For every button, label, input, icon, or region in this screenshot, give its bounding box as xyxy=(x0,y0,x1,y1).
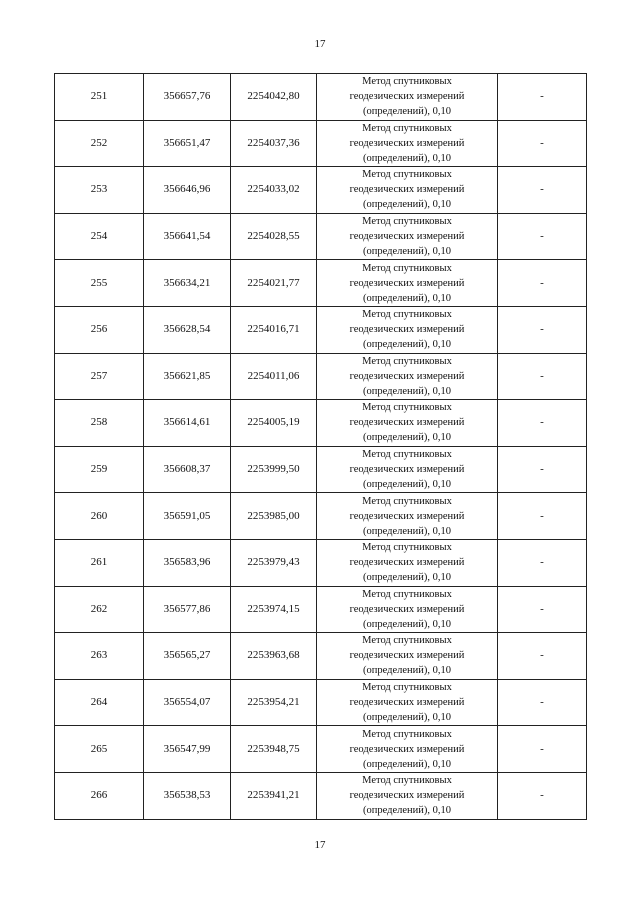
point-number-cell: 251 xyxy=(55,74,144,121)
x-coordinate-cell: 356634,21 xyxy=(144,260,231,307)
table-row xyxy=(55,213,587,260)
x-coordinate-cell: 356651,47 xyxy=(144,120,231,167)
method-cell xyxy=(317,400,498,447)
method-line: Метод спутниковых xyxy=(362,76,452,88)
accuracy-dash-cell: - xyxy=(498,633,587,680)
method-line: (определений), 0,10 xyxy=(362,339,452,351)
y-coordinate-cell: 2253985,00 xyxy=(231,493,317,540)
method-line: Метод спутниковых xyxy=(362,682,452,694)
method-line: Метод спутниковых xyxy=(362,635,452,647)
method-cell xyxy=(317,446,498,493)
point-number-cell: 258 xyxy=(55,400,144,447)
method-line: геодезических измерений xyxy=(349,231,465,243)
method-cell xyxy=(317,353,498,400)
method-line: (определений), 0,10 xyxy=(362,479,452,491)
point-number-cell: 255 xyxy=(55,260,144,307)
x-coordinate-cell: 356608,37 xyxy=(144,446,231,493)
point-number-cell: 265 xyxy=(55,726,144,773)
method-line: (определений), 0,10 xyxy=(362,106,452,118)
method-line: геодезических измерений xyxy=(349,184,465,196)
method-line: геодезических измерений xyxy=(349,603,465,615)
y-coordinate-cell: 2254028,55 xyxy=(231,213,317,260)
x-coordinate-cell: 356583,96 xyxy=(144,539,231,586)
method-line: геодезических измерений xyxy=(349,91,465,103)
method-line: геодезических измерений xyxy=(349,277,465,289)
point-number-cell: 254 xyxy=(55,213,144,260)
y-coordinate-cell: 2253941,21 xyxy=(231,772,317,819)
method-line: (определений), 0,10 xyxy=(362,385,452,397)
y-coordinate-cell: 2254016,71 xyxy=(231,306,317,353)
method-cell xyxy=(317,586,498,633)
method-line: (определений), 0,10 xyxy=(362,618,452,630)
accuracy-dash-cell: - xyxy=(498,539,587,586)
method-line: (определений), 0,10 xyxy=(362,292,452,304)
method-line: Метод спутниковых xyxy=(362,495,452,507)
method-line: (определений), 0,10 xyxy=(362,665,452,677)
accuracy-dash-cell: - xyxy=(498,306,587,353)
method-line: геодезических измерений xyxy=(349,697,465,709)
accuracy-dash-cell: - xyxy=(498,772,587,819)
accuracy-dash-cell: - xyxy=(498,726,587,773)
page-number-bottom: 17 xyxy=(314,839,326,851)
table-row xyxy=(55,633,587,680)
table-row xyxy=(55,167,587,214)
x-coordinate-cell: 356657,76 xyxy=(144,74,231,121)
method-line: Метод спутниковых xyxy=(362,309,452,321)
y-coordinate-cell: 2253979,43 xyxy=(231,539,317,586)
method-line: геодезических измерений xyxy=(349,370,465,382)
method-cell xyxy=(317,260,498,307)
accuracy-dash-cell: - xyxy=(498,353,587,400)
method-cell xyxy=(317,306,498,353)
method-line: Метод спутниковых xyxy=(362,355,452,367)
method-line: Метод спутниковых xyxy=(362,169,452,181)
point-number-cell: 259 xyxy=(55,446,144,493)
point-number-cell: 262 xyxy=(55,586,144,633)
x-coordinate-cell: 356577,86 xyxy=(144,586,231,633)
method-line: геодезических измерений xyxy=(349,743,465,755)
accuracy-dash-cell: - xyxy=(498,260,587,307)
table-row xyxy=(55,353,587,400)
method-line: (определений), 0,10 xyxy=(362,805,452,817)
table-row xyxy=(55,120,587,167)
y-coordinate-cell: 2254011,06 xyxy=(231,353,317,400)
method-line: Метод спутниковых xyxy=(362,262,452,274)
point-number-cell: 261 xyxy=(55,539,144,586)
point-number-cell: 264 xyxy=(55,679,144,726)
method-line: (определений), 0,10 xyxy=(362,199,452,211)
method-line: Метод спутниковых xyxy=(362,216,452,228)
accuracy-dash-cell: - xyxy=(498,446,587,493)
point-number-cell: 257 xyxy=(55,353,144,400)
x-coordinate-cell: 356565,27 xyxy=(144,633,231,680)
method-line: (определений), 0,10 xyxy=(362,712,452,724)
table-row xyxy=(55,726,587,773)
y-coordinate-cell: 2253963,68 xyxy=(231,633,317,680)
x-coordinate-cell: 356547,99 xyxy=(144,726,231,773)
table-row xyxy=(55,679,587,726)
x-coordinate-cell: 356646,96 xyxy=(144,167,231,214)
method-line: геодезических измерений xyxy=(349,324,465,336)
y-coordinate-cell: 2254005,19 xyxy=(231,400,317,447)
x-coordinate-cell: 356554,07 xyxy=(144,679,231,726)
method-cell xyxy=(317,167,498,214)
method-line: Метод спутниковых xyxy=(362,449,452,461)
method-line: Метод спутниковых xyxy=(362,775,452,787)
point-number-cell: 252 xyxy=(55,120,144,167)
method-cell xyxy=(317,493,498,540)
table-row xyxy=(55,306,587,353)
method-cell xyxy=(317,539,498,586)
x-coordinate-cell: 356614,61 xyxy=(144,400,231,447)
method-line: геодезических измерений xyxy=(349,464,465,476)
method-cell xyxy=(317,679,498,726)
page-number-top: 17 xyxy=(314,38,326,50)
accuracy-dash-cell: - xyxy=(498,400,587,447)
method-line: (определений), 0,10 xyxy=(362,758,452,770)
y-coordinate-cell: 2253999,50 xyxy=(231,446,317,493)
method-line: (определений), 0,10 xyxy=(362,432,452,444)
table-row xyxy=(55,400,587,447)
method-line: (определений), 0,10 xyxy=(362,246,452,258)
x-coordinate-cell: 356621,85 xyxy=(144,353,231,400)
x-coordinate-cell: 356641,54 xyxy=(144,213,231,260)
y-coordinate-cell: 2253974,15 xyxy=(231,586,317,633)
table-row xyxy=(55,772,587,819)
y-coordinate-cell: 2254037,36 xyxy=(231,120,317,167)
table-row xyxy=(55,586,587,633)
table-row xyxy=(55,260,587,307)
accuracy-dash-cell: - xyxy=(498,493,587,540)
x-coordinate-cell: 356591,05 xyxy=(144,493,231,540)
method-line: геодезических измерений xyxy=(349,417,465,429)
y-coordinate-cell: 2254042,80 xyxy=(231,74,317,121)
method-cell xyxy=(317,726,498,773)
accuracy-dash-cell: - xyxy=(498,586,587,633)
x-coordinate-cell: 356628,54 xyxy=(144,306,231,353)
y-coordinate-cell: 2254021,77 xyxy=(231,260,317,307)
method-line: геодезических измерений xyxy=(349,510,465,522)
method-cell xyxy=(317,120,498,167)
accuracy-dash-cell: - xyxy=(498,74,587,121)
method-line: Метод спутниковых xyxy=(362,728,452,740)
method-line: геодезических измерений xyxy=(349,137,465,149)
method-line: (определений), 0,10 xyxy=(362,525,452,537)
table-body xyxy=(55,74,587,820)
point-number-cell: 256 xyxy=(55,306,144,353)
accuracy-dash-cell: - xyxy=(498,120,587,167)
method-cell xyxy=(317,213,498,260)
point-number-cell: 263 xyxy=(55,633,144,680)
point-number-cell: 266 xyxy=(55,772,144,819)
accuracy-dash-cell: - xyxy=(498,213,587,260)
method-line: (определений), 0,10 xyxy=(362,152,452,164)
table-row xyxy=(55,539,587,586)
method-cell xyxy=(317,633,498,680)
y-coordinate-cell: 2253948,75 xyxy=(231,726,317,773)
method-line: (определений), 0,10 xyxy=(362,572,452,584)
accuracy-dash-cell: - xyxy=(498,679,587,726)
method-line: Метод спутниковых xyxy=(362,122,452,134)
method-line: Метод спутниковых xyxy=(362,402,452,414)
method-line: Метод спутниковых xyxy=(362,588,452,600)
method-cell xyxy=(317,772,498,819)
table-row xyxy=(55,74,587,121)
x-coordinate-cell: 356538,53 xyxy=(144,772,231,819)
method-line: геодезических измерений xyxy=(349,790,465,802)
point-number-cell: 253 xyxy=(55,167,144,214)
table-row xyxy=(55,493,587,540)
table-row xyxy=(55,446,587,493)
accuracy-dash-cell: - xyxy=(498,167,587,214)
method-line: геодезических измерений xyxy=(349,557,465,569)
point-number-cell: 260 xyxy=(55,493,144,540)
method-line: Метод спутниковых xyxy=(362,542,452,554)
coordinates-table xyxy=(54,73,587,820)
method-cell xyxy=(317,74,498,121)
y-coordinate-cell: 2254033,02 xyxy=(231,167,317,214)
method-line: геодезических измерений xyxy=(349,650,465,662)
y-coordinate-cell: 2253954,21 xyxy=(231,679,317,726)
